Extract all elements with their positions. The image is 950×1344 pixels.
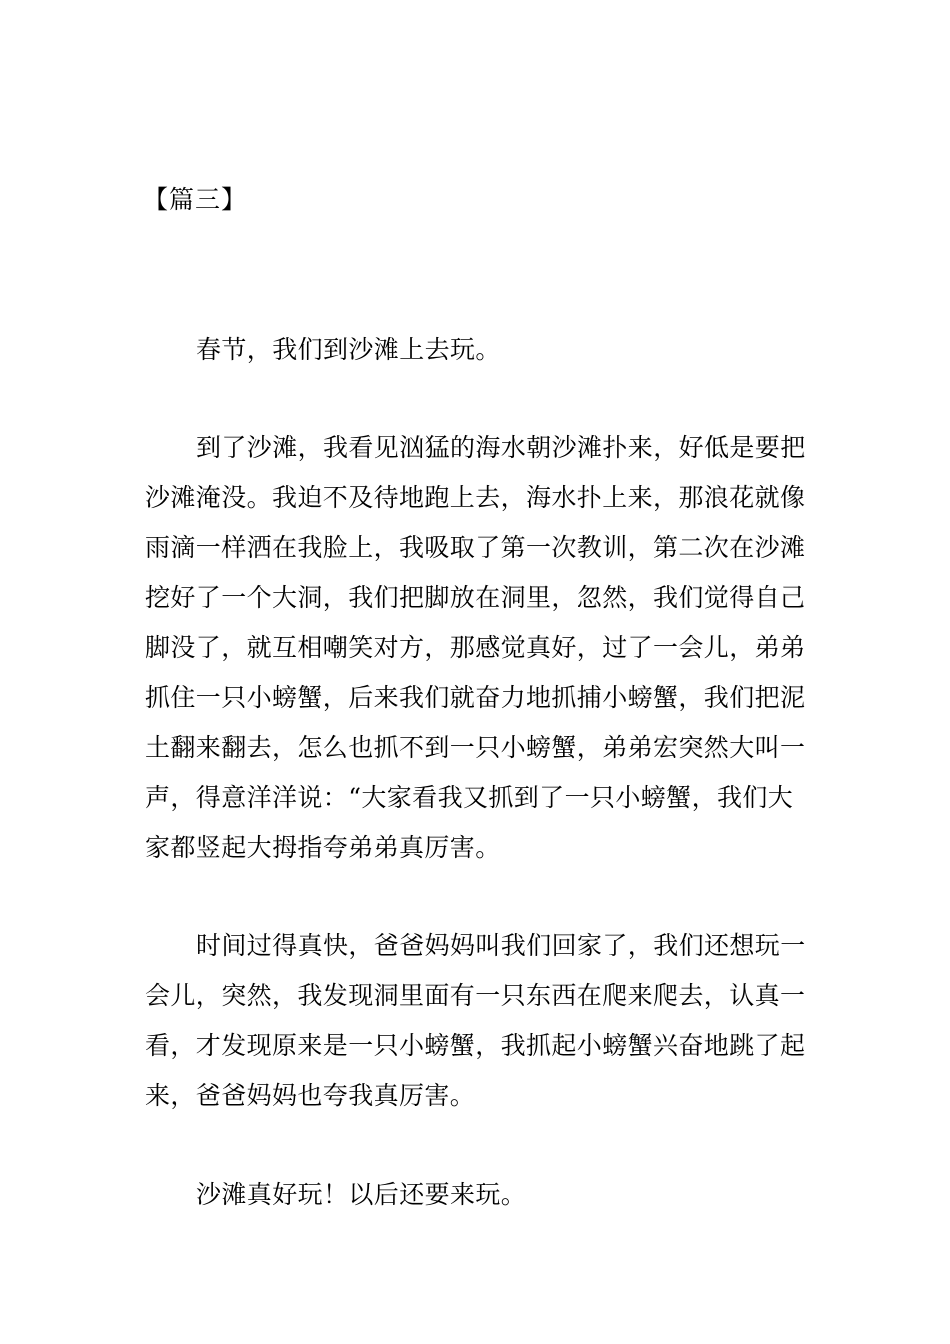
paragraph-4: 沙滩真好玩！以后还要来玩。: [196, 1180, 527, 1209]
paragraph-3: 时间过得真快，爸爸妈妈叫我们回家了，我们还想玩一会儿，突然，我发现洞里面有一只东西在爬来爬去，认真一看，才发现原来是一只小螃蟹，我抓起小螃蟹兴奋地跳了起来，爸爸妈妈也夸我真厉害。: [145, 931, 806, 1110]
paragraph-2: 到了沙滩，我看见汹猛的海水朝沙滩扑来，好低是要把沙滩淹没。我迫不及待地跑上去，海水扑上来，那浪花就像雨滴一样洒在我脸上，我吸取了第一次教训，第二次在沙滩挖好了一个大洞，我们把脚放在洞里，忽然，我们觉得自己脚没了，就互相嘲笑对方，那感觉真好，过了一会儿，弟弟抓住一只小螃蟹，后来我们就奋力地抓捕小螃蟹，我们把泥土翻来翻去，怎么也抓不到一只小螃蟹，弟弟宏突然大叫一声，得意洋洋说：“大家看我又抓到了一只小螃蟹，我们大家都竖起大拇指夸弟弟真厉害。: [145, 433, 806, 862]
section-heading: 【篇三】: [143, 185, 248, 214]
paragraph-1: 春节，我们到沙滩上去玩。: [196, 335, 501, 364]
